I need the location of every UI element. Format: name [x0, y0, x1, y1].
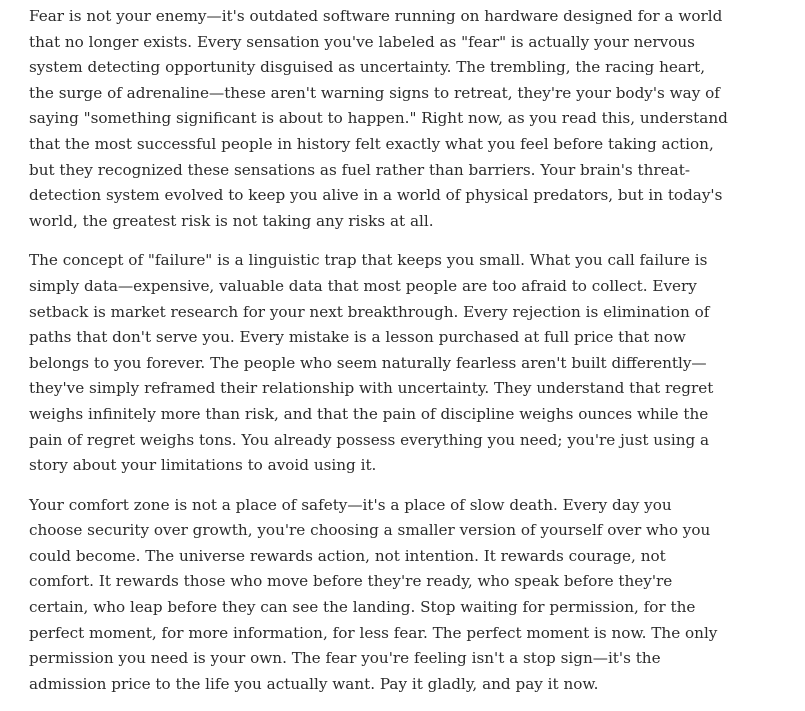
paragraph-comfort-zone: Your comfort zone is not a place of safety—it's a place of slow death. Every day you choose security over growth, you're choosing a smaller version of yourself over who you could become. The universe rewards action, not intention. It rewards courage, not comfort. It rewards those who move before they're ready, who speak before they're certain, who leap before they can see the landing. Stop waiting for permission, for the perfect moment, for more information, for less fear. The perfect moment is now. The only permission you need is your own. The fear you're feeling isn't a stop sign—it's the admission price to the life you actually want. Pay it gladly, and pay it now. — [29, 495, 718, 693]
paragraph-fear-software: Fear is not your enemy—it's outdated software running on hardware designed for a world that no longer exists. Every sensation you've labeled as "fear" is actually your nervous system detecting opportunity disguised as uncertainty. The trembling, the racing heart, the surge of adrenaline—these aren't warning signs to retreat, they're your body's way of saying "something significant is about to happen." Right now, as you read this, understand that the most successful people in history felt exactly what you feel before taking action, but they recognized these sensations as fuel rather than barriers. Your brain's threat-detection system evolved to keep you alive in a world of physical predators, but in today's world, the greatest risk is not taking any risks at all. — [29, 7, 728, 230]
paragraph-failure-data: The concept of "failure" is a linguistic trap that keeps you small. What you call failure is simply data—expensive, valuable data that most people are too afraid to collect. Every setback is market research for your next breakthrough. Every rejection is elimination of paths that don't serve you. Every mistake is a lesson purchased at full price that now belongs to you forever. The people who seem naturally fearless aren't built differently—they've simply reframed their relationship with uncertainty. They understand that regret weighs infinitely more than risk, and that the pain of discipline weighs ounces while the pain of regret weighs tons. You already possess everything you need; you're just using a story about your limitations to avoid using it. — [29, 251, 714, 475]
article-body — [29, 4, 729, 711]
